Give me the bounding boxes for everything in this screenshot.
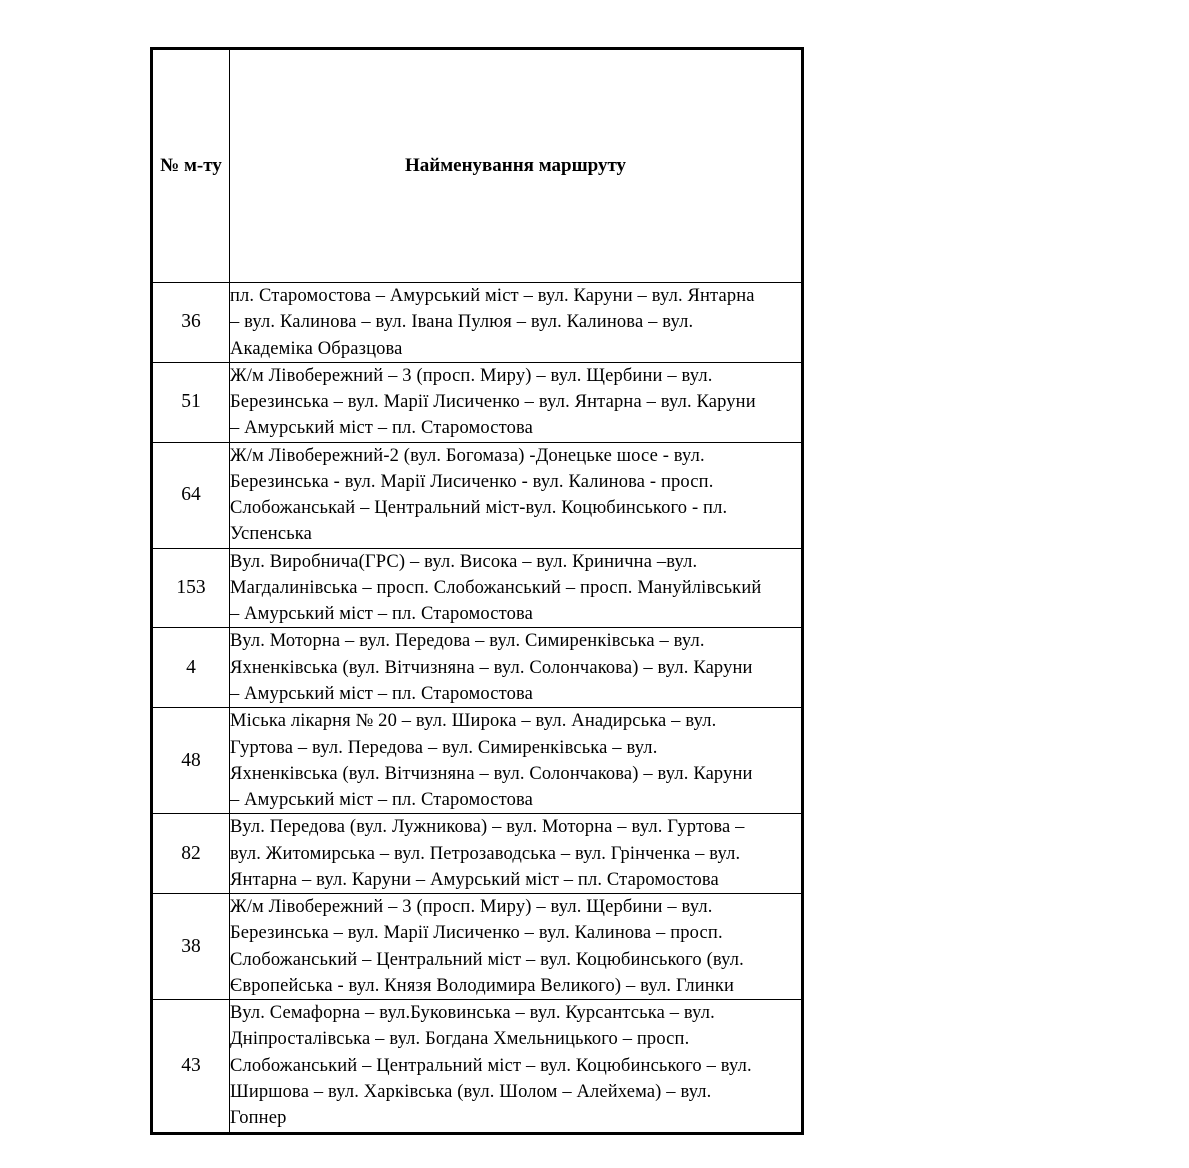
route-name-line: Міська лікарня № 20 – вул. Широка – вул. Анадирська – вул. xyxy=(230,711,717,732)
route-name-line: Березинська - вул. Марії Лисиченко - вул. Калинова - просп. xyxy=(230,471,714,492)
route-name-line: Вул. Семафорна – вул.Буковинська – вул. Курсантська – вул. xyxy=(230,1003,715,1024)
route-number-cell: 153 xyxy=(152,548,230,628)
table-row xyxy=(152,548,803,628)
route-name-line: Магдалинівська – просп. Слобожанський – просп. Мануйлівський xyxy=(230,577,762,598)
route-name-cell xyxy=(230,628,803,708)
route-name-line: Яхненківська (вул. Вітчизняна – вул. Солончакова) – вул. Каруни xyxy=(230,763,753,784)
route-name-line: – вул. Калинова – вул. Івана Пулюя – вул. Калинова – вул. xyxy=(230,312,694,333)
route-name-line: Березинська – вул. Марії Лисиченко – вул. Калинова – просп. xyxy=(230,923,723,944)
route-name-cell xyxy=(230,894,803,1000)
table-row xyxy=(152,442,803,548)
route-name-cell xyxy=(230,814,803,894)
table-row xyxy=(152,1000,803,1133)
route-name-line: Ж/м Лівобережний – 3 (просп. Миру) – вул. Щербини – вул. xyxy=(230,365,713,386)
header-cell-name xyxy=(230,49,803,283)
route-name-line: Гопнер xyxy=(230,1108,287,1129)
table-row xyxy=(152,708,803,814)
header-cell-number xyxy=(152,49,230,283)
route-name-cell xyxy=(230,548,803,628)
route-name-line: Слобожанський – Центральний міст – вул. Коцюбинського (вул. xyxy=(230,949,744,970)
route-number-cell: 36 xyxy=(152,283,230,363)
route-name-line: пл. Старомостова – Амурський міст – вул. Каруни – вул. Янтарна xyxy=(230,286,755,306)
route-name-line: Ж/м Лівобережний-2 (вул. Богомаза) -Донецьке шосе - вул. xyxy=(230,445,705,466)
route-number-cell: 51 xyxy=(152,362,230,442)
route-number-cell: 82 xyxy=(152,814,230,894)
route-name-line: Березинська – вул. Марії Лисиченко – вул. Янтарна – вул. Каруни xyxy=(230,392,756,413)
route-name-line: Ж/м Лівобережний – 3 (просп. Миру) – вул. Щербини – вул. xyxy=(230,897,713,918)
table-row xyxy=(152,814,803,894)
route-name-line: вул. Житомирська – вул. Петрозаводська – вул. Грінченка – вул. xyxy=(230,843,741,864)
route-name-line: – Амурський міст – пл. Старомостова xyxy=(230,790,533,811)
route-name-line: Вул. Передова (вул. Лужникова) – вул. Моторна – вул. Гуртова – xyxy=(230,817,745,838)
route-name-line: Ширшова – вул. Харківська (вул. Шолом – Алейхема) – вул. xyxy=(230,1081,712,1102)
route-name-line: – Амурський міст – пл. Старомостова xyxy=(230,418,533,439)
route-name-line: – Амурський міст – пл. Старомостова xyxy=(230,604,533,625)
table-body xyxy=(152,49,803,1134)
route-number-cell: 38 xyxy=(152,894,230,1000)
route-number-cell: 48 xyxy=(152,708,230,814)
header-number-label: № м-ту xyxy=(160,155,222,177)
route-name-line: Слобожанськай – Центральний міст-вул. Коцюбинського - пл. xyxy=(230,498,728,519)
route-name-line: Янтарна – вул. Каруни – Амурський міст – пл. Старомостова xyxy=(230,869,719,890)
route-name-line: – Амурський міст – пл. Старомостова xyxy=(230,683,533,704)
route-name-cell xyxy=(230,442,803,548)
route-name-line: Академіка Образцова xyxy=(230,338,403,359)
table-row xyxy=(152,628,803,708)
route-name-cell xyxy=(230,283,803,363)
table-row xyxy=(152,362,803,442)
route-number-cell: 43 xyxy=(152,1000,230,1133)
route-name-line: Гуртова – вул. Передова – вул. Симиренківська – вул. xyxy=(230,737,658,758)
route-name-line: Вул. Моторна – вул. Передова – вул. Симиренківська – вул. xyxy=(230,631,705,652)
table-header-row xyxy=(152,49,803,283)
route-number-cell: 4 xyxy=(152,628,230,708)
route-name-cell xyxy=(230,708,803,814)
route-name-line: Європейська - вул. Князя Володимира Великого) – вул. Глинки xyxy=(230,975,735,996)
route-name-cell xyxy=(230,1000,803,1133)
route-name-line: Яхненківська (вул. Вітчизняна – вул. Солончакова) – вул. Каруни xyxy=(230,657,753,678)
header-name-label: Найменування маршруту xyxy=(404,155,627,177)
route-name-line: Дніпросталівська – вул. Богдана Хмельницького – просп. xyxy=(230,1029,690,1050)
routes-table xyxy=(150,47,804,1135)
route-name-line: Вул. Виробнича(ГРС) – вул. Висока – вул. Кринична –вул. xyxy=(230,551,698,572)
route-name-line: Слобожанський – Центральний міст – вул. Коцюбинського – вул. xyxy=(230,1055,752,1076)
route-name-line: Успенська xyxy=(230,524,313,545)
table-row xyxy=(152,894,803,1000)
route-number-cell: 64 xyxy=(152,442,230,548)
table-row xyxy=(152,283,803,363)
route-name-cell xyxy=(230,362,803,442)
